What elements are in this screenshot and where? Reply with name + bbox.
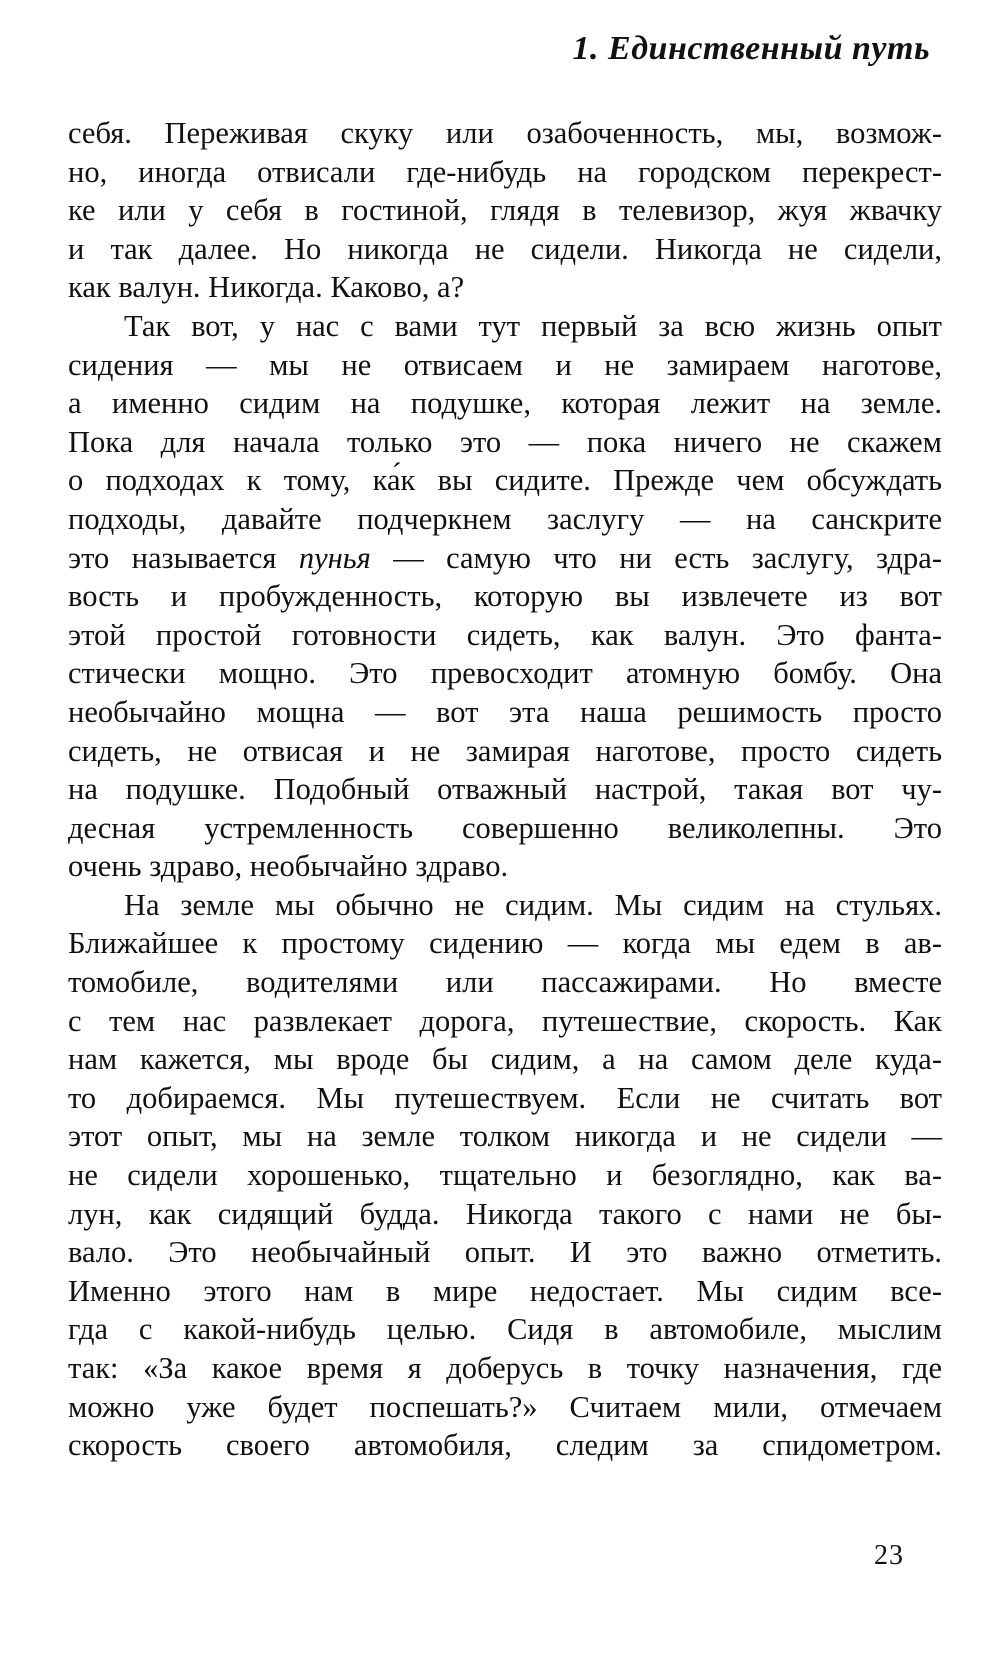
- text-line: десная устремленность совершенно великолепны. Это: [68, 810, 942, 845]
- text-line: вало. Это необычайный опыт. И это важно отметить.: [68, 1235, 942, 1270]
- text-line: этой простой готовности сидеть, как валун. Это фанта-: [68, 617, 942, 652]
- text-line: можно уже будет поспешать?» Считаем мили, отмечаем: [68, 1389, 942, 1424]
- text-line: на подушке. Подобный отважный настрой, такая вот чу-: [68, 772, 942, 807]
- text-line: нам кажется, мы вроде бы сидим, а на самом деле куда-: [68, 1042, 942, 1077]
- text-line: это называется пунья — самую что ни есть заслугу, здра-: [68, 540, 942, 575]
- text-line: сидения — мы не отвисаем и не замираем наготове,: [68, 347, 942, 382]
- italic-term: пунья: [298, 540, 371, 575]
- text-line: скорость своего автомобиля, следим за спидометром.: [68, 1428, 942, 1463]
- text-line: очень здраво, необычайно здраво.: [68, 849, 509, 884]
- page-number: 23: [874, 1540, 904, 1571]
- text-line: так: «За какое время я доберусь в точку назначения, где: [68, 1351, 942, 1385]
- text-line: и так далее. Но никогда не сидели. Никогда не сидели,: [68, 231, 942, 266]
- running-head: 1. Единственный путь: [572, 30, 930, 67]
- text-line: то добираемся. Мы путешествуем. Если не считать вот: [68, 1080, 942, 1115]
- text-line: Именно этого нам в мире недостает. Мы сидим все-: [68, 1273, 942, 1308]
- text-line: томобиле, водителями или пассажирами. Но вместе: [68, 965, 942, 1000]
- text-line: себя. Переживая скуку или озабоченность, мы, возмож-: [68, 116, 942, 150]
- text-line: как валун. Никогда. Каково, а?: [68, 270, 465, 305]
- text-line: ке или у себя в гостиной, глядя в телевизор, жуя жвачку: [68, 193, 942, 228]
- text-line: подходы, давайте подчеркнем заслугу — на санскрите: [68, 501, 942, 536]
- text-line: с тем нас развлекает дорога, путешествие, скорость. Как: [68, 1003, 942, 1038]
- text-line: Ближайшее к простому сидению — когда мы едем в ав-: [68, 926, 942, 961]
- body-text: [68, 114, 942, 1465]
- text-line: не сидели хорошенько, тщательно и безоглядно, как ва-: [68, 1158, 942, 1193]
- text-line: сидеть, не отвисая и не замирая наготове, просто сидеть: [68, 733, 942, 768]
- text-line: стически мощно. Это превосходит атомную бомбу. Она: [68, 656, 942, 691]
- text-line: На земле мы обычно не сидим. Мы сидим на стульях.: [124, 887, 942, 922]
- text-line: лун, как сидящий будда. Никогда такого с нами не бы-: [68, 1196, 942, 1231]
- text-line: Так вот, у нас с вами тут первый за всю жизнь опыт: [124, 308, 942, 343]
- text-line: Пока для начала только это — пока ничего не скажем: [68, 424, 942, 459]
- text-line: этот опыт, мы на земле толком никогда и не сидели —: [68, 1119, 942, 1154]
- text-line: но, иногда отвисали где-нибудь на городском перекрест-: [68, 154, 942, 189]
- text-line: о подходах к тому, ка́к вы сидите. Прежде чем обсуждать: [68, 463, 942, 498]
- text-line: необычайно мощна — вот эта наша решимость просто: [68, 694, 942, 729]
- text-line: а именно сидим на подушке, которая лежит на земле.: [68, 386, 942, 421]
- text-line: вость и пробужденность, которую вы извлечете из вот: [68, 579, 942, 614]
- text-line: гда с какой-нибудь целью. Сидя в автомобиле, мыслим: [68, 1312, 942, 1347]
